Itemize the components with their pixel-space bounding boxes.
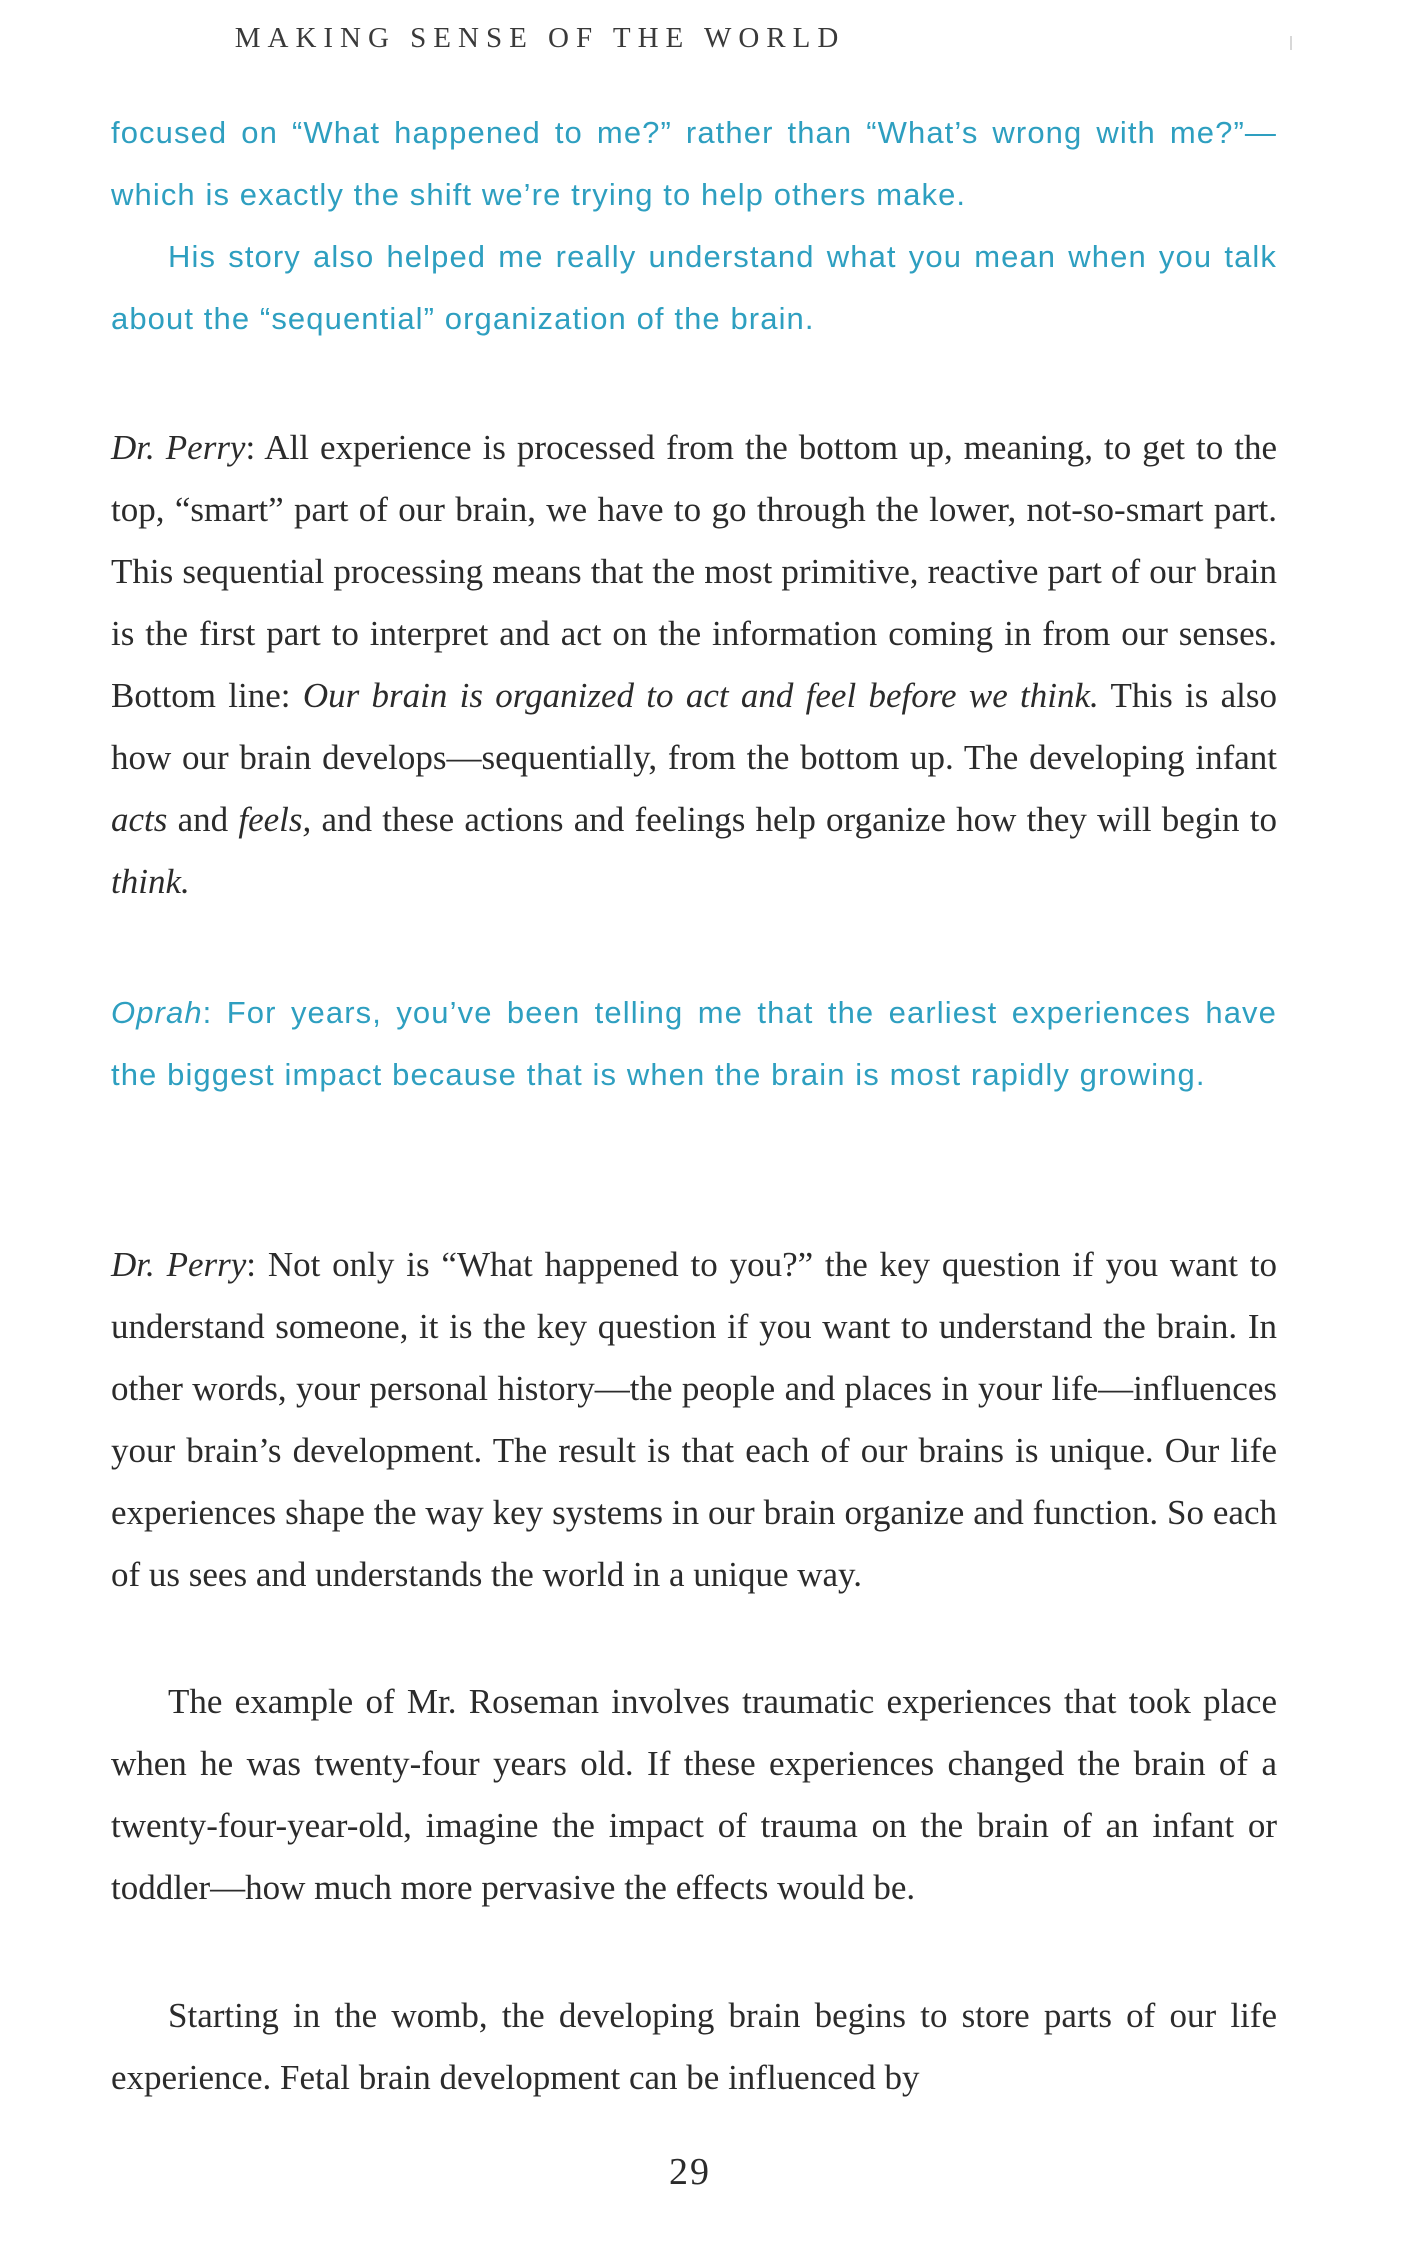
perry-paragraph-what-happened: [111, 1234, 1277, 1606]
paragraph-text: : Not only is “What happened to you?” the key question if you want to understand someone, it is the key question if you want to understand the brain. In other words, your personal history—the people and places in your life—influences your brain’s development. The result is that each of our brains is unique. Our life experiences shape the way key systems in our brain organize and function. So each of us sees and understands the world in a unique way.: [111, 1245, 1277, 1594]
speaker-dr-perry: Dr. Perry: [111, 428, 246, 467]
oprah-paragraph-earliest-experiences: [111, 982, 1277, 1106]
paragraph-mr-roseman: The example of Mr. Roseman involves traumatic experiences that took place when he was twenty-four years old. If these experiences changed the brain of a twenty-four-year-old, imagine the impact of trauma on the brain of an infant or toddler—how much more pervasive the effects would be.: [111, 1682, 1277, 1907]
scan-mark: [1290, 36, 1292, 50]
running-head: MAKING SENSE OF THE WORLD: [234, 22, 846, 54]
paragraph-text: This is also how our brain develops—sequentially, from the bottom up. The developing infant: [111, 676, 1277, 777]
oprah-continuation-paragraph: focused on “What happened to me?” rather than “What’s wrong with me?”—which is exactly the shift we’re trying to help others make.: [111, 115, 1277, 212]
paragraph-text: : All experience is processed from the bottom up, meaning, to get to the top, “smart” part of our brain, we have to go through the lower, not-so-smart part. This sequential processing means that the most primitive, reactive part of our brain is the first part to interpret and act on the information coming in from our senses. Bottom line:: [111, 428, 1277, 715]
emphasis-text: acts: [111, 800, 168, 839]
oprah-paragraph-sequential: His story also helped me really understand what you mean when you talk about the “sequential” organization of the brain.: [111, 239, 1277, 336]
speaker-dr-perry: Dr. Perry: [111, 1245, 247, 1284]
emphasis-text: Our brain is organized to act and feel before we think.: [302, 676, 1099, 715]
speaker-oprah: Oprah: [111, 995, 203, 1030]
paragraph-text: and: [167, 800, 239, 839]
paragraph-womb: Starting in the womb, the developing brain begins to store parts of our life experience. Fetal brain development can be influenced by: [111, 1996, 1277, 2097]
emphasis-text: feels,: [238, 800, 312, 839]
paragraph-text: : For years, you’ve been telling me that the earliest experiences have the biggest impact because that is when the brain is most rapidly growing.: [111, 995, 1277, 1092]
perry-paragraph-bottom-up: [111, 417, 1277, 913]
emphasis-text: think.: [111, 862, 190, 901]
paragraph-text: and these actions and feelings help organize how they will begin to: [311, 800, 1277, 839]
page-number: 29: [669, 2151, 711, 2193]
